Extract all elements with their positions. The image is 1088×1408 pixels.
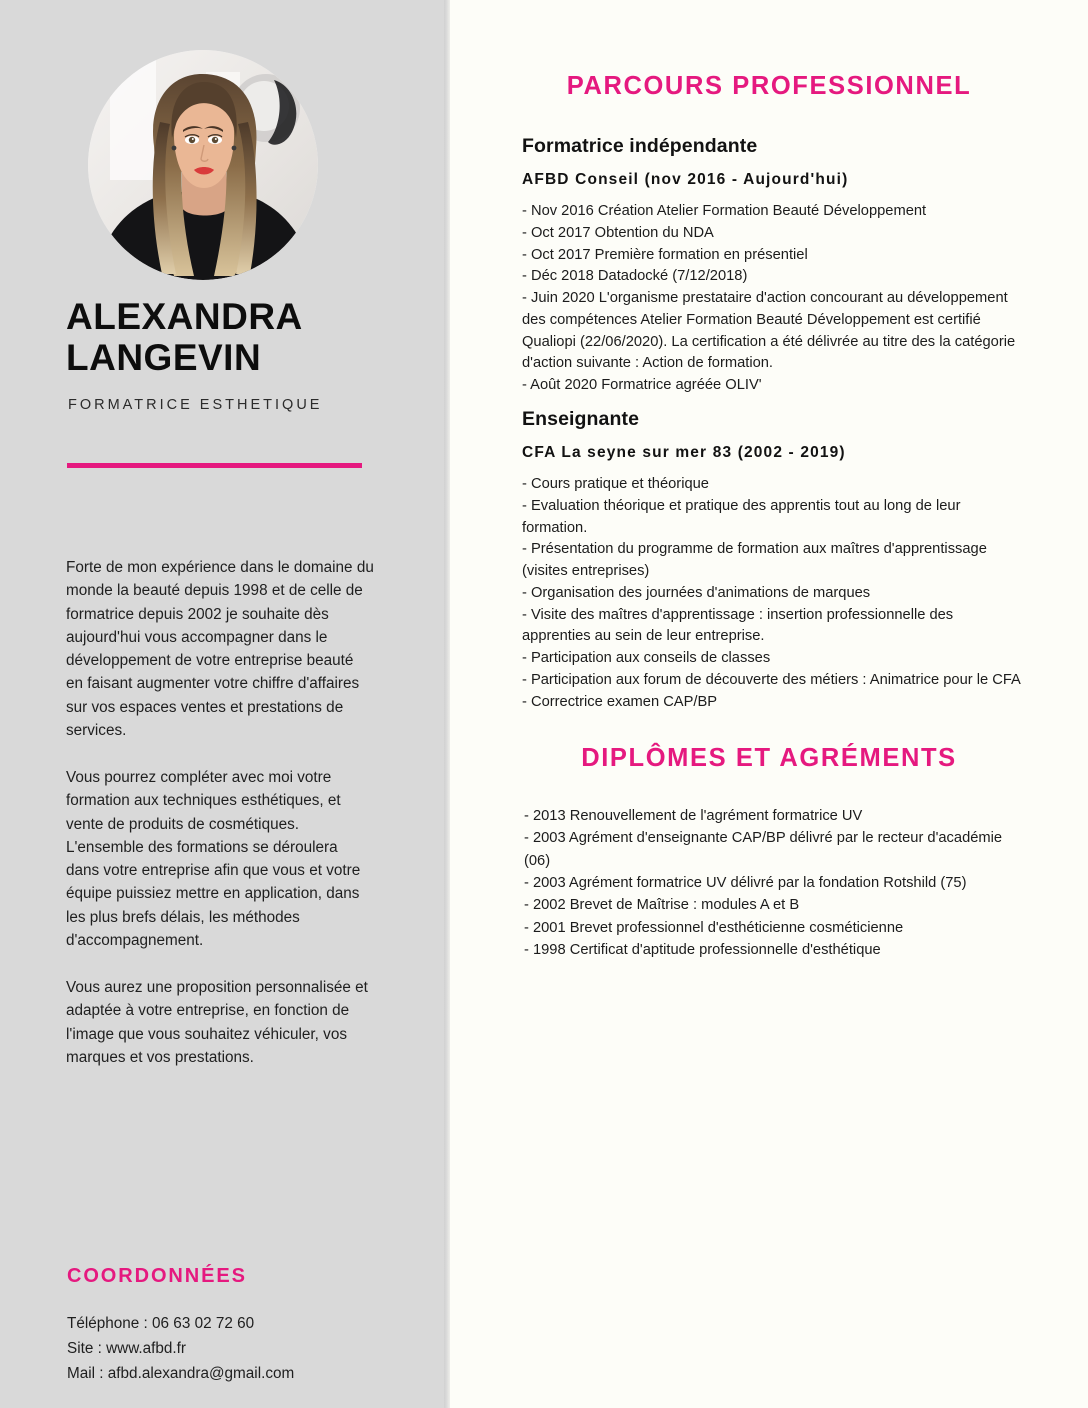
contact-details: [67, 1312, 407, 1386]
about-paragraph: Vous pourrez compléter avec moi votre formation aux techniques esthétiques, et vente de produits de cosmétiques. L'ensemble des formations se déroulera dans votre entreprise afin que vous et votre équipe puissiez mettre en application, dans les plus brefs délais, les méthodes d'accompagnement.: [66, 769, 361, 949]
list-item: - Oct 2017 Première formation en présentiel: [522, 246, 808, 263]
list-item: - 2001 Brevet professionnel d'esthéticienne cosméticienne: [524, 919, 904, 936]
list-item: - Juin 2020 L'organisme prestataire d'action concourant au développement des compétences Atelier Formation Beauté Développement est certifié Qualiopi (22/06/2020). La certification a été délivrée au titre des la catégorie d'action suivante : Action de formation.: [522, 290, 1016, 372]
main-content-column: [450, 0, 1088, 1408]
list-item: - 1998 Certificat d'aptitude professionnelle d'esthétique: [524, 942, 881, 959]
name-line-2: LANGEVIN: [66, 337, 262, 379]
contact-email[interactable]: Mail : afbd.alexandra@gmail.com: [67, 1364, 295, 1382]
list-item: - Oct 2017 Obtention du NDA: [522, 224, 714, 241]
list-item: - Cours pratique et théorique: [522, 476, 709, 492]
experience-entry: [522, 135, 1022, 397]
name-block: [66, 296, 406, 413]
section-heading-experience: PARCOURS PROFESSIONNEL: [566, 72, 972, 100]
contact-heading: COORDONNÉES: [67, 1265, 247, 1287]
list-item: - 2002 Brevet de Maîtrise : modules A et B: [524, 897, 800, 914]
list-item: - 2013 Renouvellement de l'agrément formatrice UV: [524, 808, 863, 824]
list-item: - Organisation des journées d'animations de marques: [522, 584, 871, 601]
list-item: - Participation aux conseils de classes: [522, 650, 771, 666]
experience-bullet-list: [522, 474, 1022, 713]
page-title: [66, 296, 406, 379]
list-item: - 2003 Agrément d'enseignante CAP/BP délivré par le recteur d'académie (06): [524, 830, 1003, 869]
experience-bullet-list: [522, 201, 1022, 397]
experience-role: Formatrice indépendante: [522, 135, 758, 157]
avatar: [88, 50, 318, 280]
list-item: - Août 2020 Formatrice agréée OLIV': [522, 377, 762, 393]
about-section: [66, 556, 374, 1069]
portrait-photo-icon: [88, 50, 318, 280]
contact-phone: Téléphone : 06 63 02 72 60: [67, 1315, 255, 1332]
contact-section: [67, 1265, 407, 1386]
diploma-list: [524, 805, 1024, 961]
list-item: - Déc 2018 Datadocké (7/12/2018): [522, 268, 748, 285]
experience-organization: AFBD Conseil (nov 2016 - Aujourd'hui): [522, 171, 849, 188]
name-line-1: ALEXANDRA: [66, 296, 303, 337]
experience-role: Enseignante: [522, 408, 640, 430]
list-item: - Correctrice examen CAP/BP: [522, 693, 718, 710]
accent-divider: [67, 463, 362, 468]
list-item: - Présentation du programme de formation aux maîtres d'apprentissage (visites entreprises): [522, 541, 987, 579]
list-item: - Evaluation théorique et pratique des apprentis tout au long de leur formation.: [522, 497, 961, 536]
contact-website[interactable]: Site : www.afbd.fr: [67, 1339, 187, 1357]
about-paragraph: Forte de mon expérience dans le domaine du monde la beauté depuis 1998 et de celle de formatrice depuis 2002 je souhaite dès aujourd'hui vous accompagner dans le développement de votre entreprise beauté en faisant augmenter votre chiffre d'affaires sur vos espaces ventes et prestations de services.: [66, 559, 374, 739]
about-paragraph: Vous aurez une proposition personnalisée et adaptée à votre entreprise, en fonction de l'image que vous souhaitez véhiculer, vos marques et vos prestations.: [66, 979, 368, 1066]
section-heading-diplomas: DIPLÔMES ET AGRÉMENTS: [581, 744, 957, 772]
job-title-subtitle: FORMATRICE ESTHETIQUE: [68, 396, 323, 413]
list-item: - 2003 Agrément formatrice UV délivré par la fondation Rotshild (75): [524, 875, 967, 892]
experience-entry: [522, 408, 1022, 713]
list-item: - Nov 2016 Création Atelier Formation Beauté Développement: [522, 203, 927, 219]
list-item: - Visite des maîtres d'apprentissage : insertion professionnelle des apprenties au sein de leur entreprise.: [522, 606, 954, 645]
list-item: - Participation aux forum de découverte des métiers : Animatrice pour le CFA: [522, 671, 1021, 688]
experience-organization: CFA La seyne sur mer 83 (2002 - 2019): [522, 444, 846, 461]
